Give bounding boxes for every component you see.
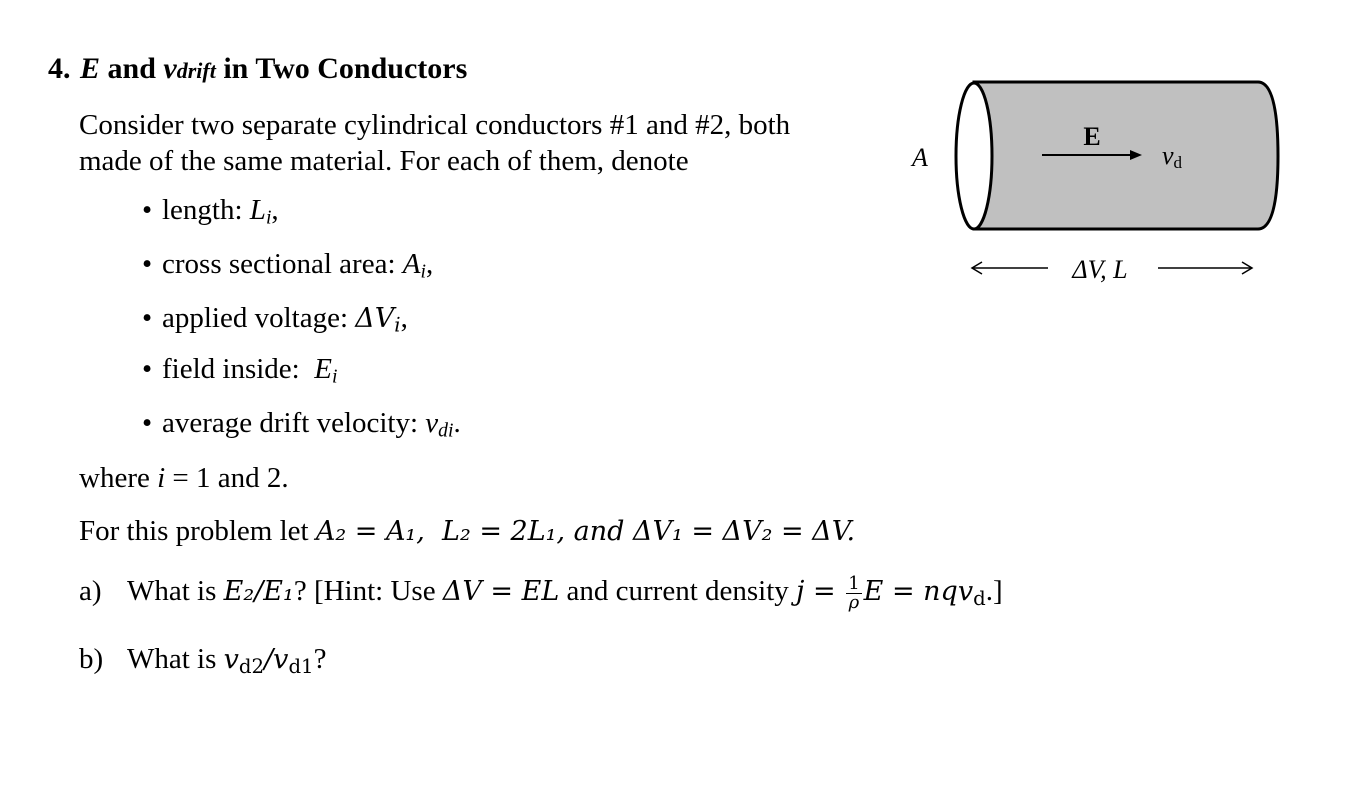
question-a-text-3: and current density [559,575,797,607]
label-area-a: A [912,143,928,172]
bullet-length [142,194,279,229]
question-a [79,573,1003,617]
problem-title [48,52,467,86]
bullet-drift-symbol: v [425,407,439,439]
label-field-e: E [1083,122,1101,151]
bullet-length-sub: i [265,206,272,229]
bullet-dot: • [142,194,153,226]
where-i: i [157,462,166,494]
question-a-label: a) [79,575,102,607]
bullet-field-label: field inside: [162,353,315,385]
bullet-dot: • [142,302,153,334]
bullet-area-symbol: A [402,248,421,280]
bullet-length-symbol: L [249,194,266,226]
bullet-drift-velocity [142,407,461,442]
question-b [79,641,326,685]
bullet-field-sub: i [331,365,338,388]
bullet-field [142,353,337,388]
bullet-voltage-end: , [400,302,408,334]
question-a-fraction [846,572,861,613]
fraction-numerator: 1 [848,572,860,594]
bullet-voltage-sub: i [394,313,401,337]
bullet-voltage-symbol: ΔV [355,303,395,334]
title-and: and [107,52,156,85]
intro-line-1: Consider two separate cylindrical conductors #1 and #2, both [79,109,791,141]
label-voltage-length: ΔV, L [1072,255,1128,284]
condition-prefix: For this problem let [79,515,316,547]
question-b-slash-v: /v [264,644,289,675]
where-rest: = 1 and 2. [165,462,289,494]
label-drift-v-main: v [1162,141,1174,170]
question-b-text-2: ? [313,643,327,675]
question-b-text-1: What is [127,643,224,675]
question-a-text-2: ? [Hint: Use [293,575,443,607]
where-prefix: where [79,462,158,494]
question-b-label: b) [79,643,104,675]
bullet-length-end: , [271,194,279,226]
bullet-drift-end: . [453,407,461,439]
bullet-area-end: , [425,248,434,280]
bullet-dot: • [142,407,153,439]
bullet-area-label: cross sectional area: [162,248,403,280]
question-b-sub-2: d1 [288,654,314,678]
fraction-denominator: ρ [848,591,860,613]
bullet-length-label: length: [162,194,250,226]
bullet-drift-label: average drift velocity: [162,407,426,439]
cylinder-end-face [956,83,992,229]
question-a-text-4: .] [985,575,1003,607]
title-v-symbol: v [163,52,177,85]
bullet-dot: • [142,353,153,385]
bullet-drift-sub: di [438,419,454,442]
question-a-eq-2a: j = [796,576,845,607]
question-a-text-1: What is [127,575,224,607]
question-b-sub-1: d2 [238,654,265,678]
question-b-v1: v [223,644,239,675]
condition-equation: A₂ = A₁, L₂ = 2L₁, and ΔV₁ = ΔV₂ = ΔV. [315,516,856,547]
question-a-eq-2b: E = nqv [863,576,974,607]
problem-number: 4. [48,52,71,85]
title-e-symbol: E [80,52,101,85]
cylinder-diagram [900,72,1300,292]
intro-line-2: made of the same material. For each of them, denote [79,145,689,177]
bullet-voltage-label: applied voltage: [162,302,356,334]
bullet-dot: • [142,248,153,280]
title-drift-subscript: drift [176,58,216,83]
condition-line [79,513,855,550]
title-rest: in Two Conductors [223,52,468,85]
bullet-area-sub: i [420,260,426,283]
bullet-voltage [142,302,408,336]
label-drift-v-sub: d [1173,153,1183,172]
bullet-field-symbol: E [314,353,332,385]
bullet-area [142,248,433,283]
question-a-eq-1: ΔV = EL [442,576,560,607]
question-a-ratio: E₂/E₁ [223,576,294,607]
where-line [79,460,289,496]
question-a-eq-sub: d [973,586,986,610]
